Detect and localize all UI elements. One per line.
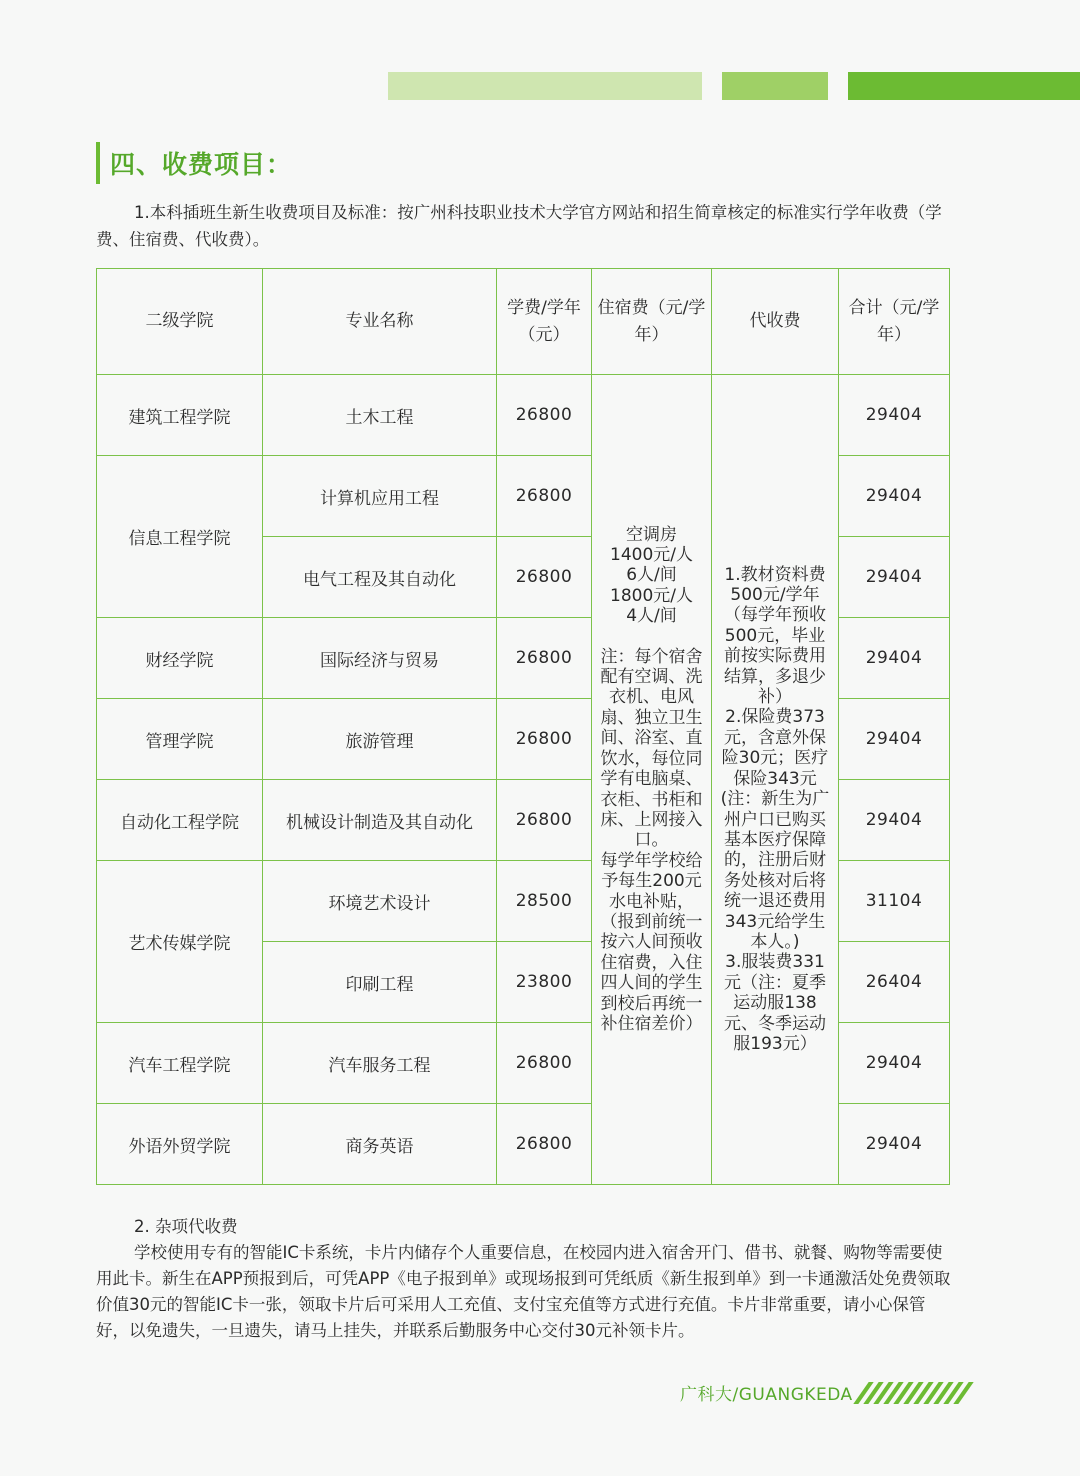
- dorm-price-2: 1800元/人: [610, 585, 693, 606]
- header-dorm: 住宿费（元/学年）: [592, 269, 712, 375]
- misc-body: 学校使用专有的智能IC卡系统，卡片内储存个人重要信息，在校园内进入宿舍开门、借书、就餐、购物等需要使用此卡。新生在APP预报到后，可凭APP《电子报到单》或现场报到可凭纸质《新生报到单》到一卡通激活处免费领取价值30元的智能IC卡一张，领取卡片后可采用人工充值、支付宝充值等方式进行充值。卡片非常重要，请小心保管好，以免遗失，一旦遗失，请马上挂失，并联系后勤服务中心交付30元补领卡片。: [96, 1243, 951, 1340]
- page-title: 四、收费项目：: [110, 150, 293, 179]
- total-cell: 29404: [839, 537, 950, 618]
- agency-fee-note: [712, 375, 839, 1185]
- header-total: 合计（元/学年）: [839, 269, 950, 375]
- total-cell: 26404: [839, 942, 950, 1023]
- tuition-cell: 26800: [497, 375, 592, 456]
- major-cell: 旅游管理: [263, 699, 497, 780]
- agency-item-1: 1.教材资料费500元/学年（每学年预收500元，毕业 前按实际费用结算，多退少补）: [724, 564, 826, 708]
- dorm-room-type: 空调房: [626, 524, 677, 545]
- fee-table: [96, 268, 950, 1185]
- college-cell: 艺术传媒学院: [97, 861, 263, 1023]
- total-cell: 29404: [839, 780, 950, 861]
- agency-item-3: 3.服装费331元（注：夏季运动服138元、冬季运动服193元）: [724, 952, 826, 1054]
- total-cell: 31104: [839, 861, 950, 942]
- dorm-facilities-note: 注：每个宿舍配有空调、洗衣机、电风扇、独立卫生间、浴室、直饮水，每位同学有电脑桌、衣柜、书柜和床、上网接入口。: [600, 646, 703, 851]
- intro-paragraph: 1.本科插班生新生收费项目及标准：按广州科技职业技术大学官方网站和招生简章核定的标准实行学年收费（学费、住宿费、代收费）。: [96, 203, 942, 249]
- tuition-cell: 28500: [497, 861, 592, 942]
- agency-item-2: 2.保险费373元，含意外保险30元；医疗保险343元(注：新生为广州户口已购买基本医疗保障的，注册后财务处核对后将统一退还费用343元给学生本人。): [720, 707, 830, 952]
- footer-brand: [680, 1380, 971, 1405]
- header-decoration: [388, 72, 1080, 100]
- stripes-icon: [861, 1382, 971, 1404]
- tuition-cell: 26800: [497, 1023, 592, 1104]
- tuition-cell: 26800: [497, 1104, 592, 1185]
- dorm-size-2: 4人/间: [626, 606, 677, 627]
- tuition-cell: 26800: [497, 699, 592, 780]
- college-cell: 自动化工程学院: [97, 780, 263, 861]
- total-cell: 29404: [839, 1104, 950, 1185]
- total-cell: 29404: [839, 456, 950, 537]
- major-cell: 国际经济与贸易: [263, 618, 497, 699]
- heading-marker: [96, 142, 100, 184]
- tuition-cell: 23800: [497, 942, 592, 1023]
- major-cell: 电气工程及其自动化: [263, 537, 497, 618]
- college-cell: 外语外贸学院: [97, 1104, 263, 1185]
- total-cell: 29404: [839, 618, 950, 699]
- section-heading: [96, 142, 292, 184]
- college-cell: 财经学院: [97, 618, 263, 699]
- major-cell: 机械设计制造及其自动化: [263, 780, 497, 861]
- dorm-fee-note: [592, 375, 712, 1185]
- total-cell: 29404: [839, 375, 950, 456]
- header-agency: 代收费: [712, 269, 839, 375]
- footer-text: 广科大/GUANGKEDA: [680, 1385, 853, 1405]
- major-cell: 环境艺术设计: [263, 861, 497, 942]
- dorm-price-1: 1400元/人: [610, 545, 693, 566]
- major-cell: 印刷工程: [263, 942, 497, 1023]
- dorm-subsidy-note: 每学年学校给予每生200元水电补贴，（报到前统一按六人间预收住宿费，入住四人间的学生到校后再统一补住宿差价）: [600, 850, 703, 1034]
- decor-bar-dark: [848, 72, 1080, 100]
- tuition-cell: 26800: [497, 537, 592, 618]
- header-college: 二级学院: [97, 269, 263, 375]
- misc-title: 2. 杂项代收费: [134, 1217, 238, 1236]
- header-major: 专业名称: [263, 269, 497, 375]
- tuition-cell: 26800: [497, 456, 592, 537]
- major-cell: 汽车服务工程: [263, 1023, 497, 1104]
- tuition-cell: 26800: [497, 618, 592, 699]
- college-cell: 汽车工程学院: [97, 1023, 263, 1104]
- tuition-cell: 26800: [497, 780, 592, 861]
- major-cell: 商务英语: [263, 1104, 497, 1185]
- table-row: [97, 375, 950, 456]
- major-cell: 土木工程: [263, 375, 497, 456]
- major-cell: 计算机应用工程: [263, 456, 497, 537]
- decor-bar-mid: [722, 72, 828, 100]
- decor-bar-light: [388, 72, 702, 100]
- college-cell: 管理学院: [97, 699, 263, 780]
- college-cell: 建筑工程学院: [97, 375, 263, 456]
- college-cell: 信息工程学院: [97, 456, 263, 618]
- total-cell: 29404: [839, 1023, 950, 1104]
- dorm-size-1: 6人/间: [626, 565, 677, 586]
- total-cell: 29404: [839, 699, 950, 780]
- header-tuition: 学费/学年（元）: [497, 269, 592, 375]
- misc-fees-section: [96, 1214, 952, 1344]
